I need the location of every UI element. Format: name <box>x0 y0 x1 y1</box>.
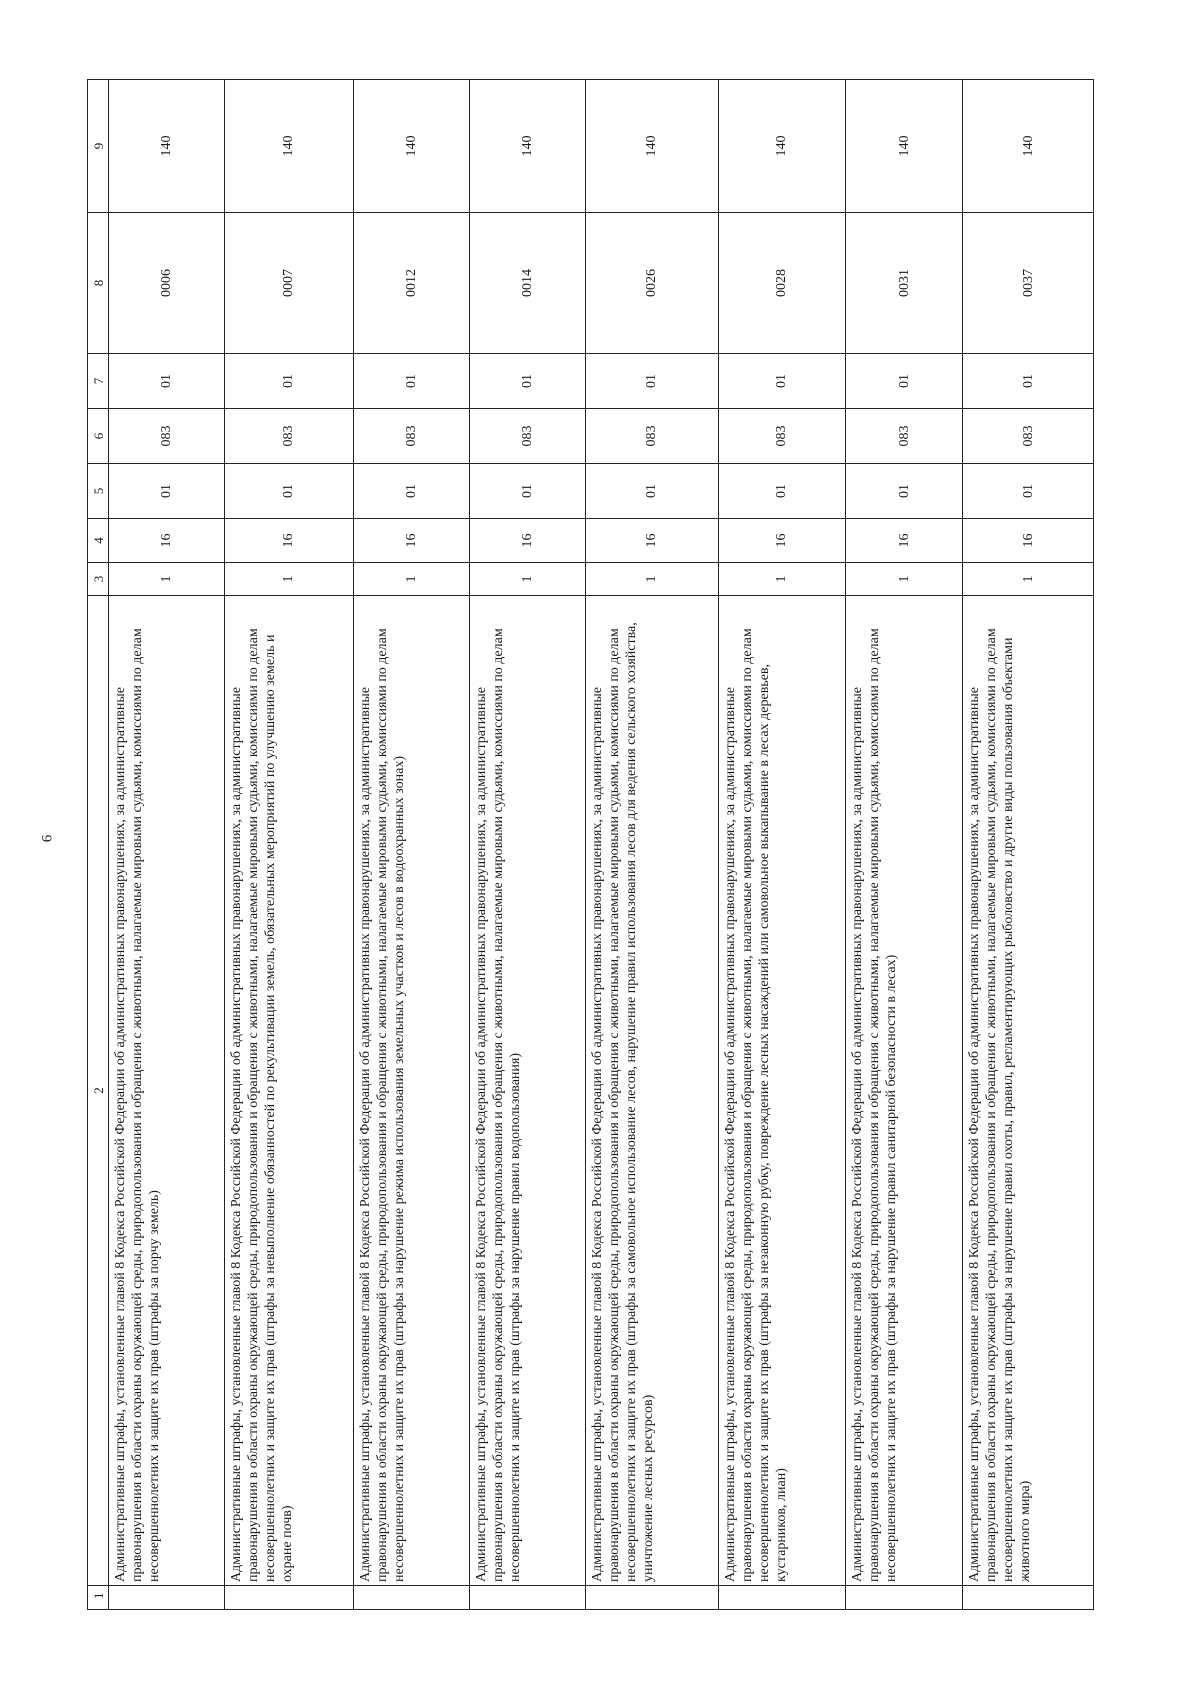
column-header-8: 8 <box>88 213 109 354</box>
cell-col8: 0037 <box>963 213 1094 354</box>
table-row <box>718 80 846 1610</box>
cell-col4: 16 <box>109 519 225 563</box>
cell-col9: 140 <box>353 80 469 213</box>
cell-col9: 140 <box>469 80 585 213</box>
cell-col3: 1 <box>225 563 354 596</box>
cell-col4: 16 <box>353 519 469 563</box>
table-row <box>963 80 1094 1610</box>
cell-description: Административные штрафы, установленные главой 8 Кодекса Российской Федерации об административных правонарушениях, за административные правонарушения в области охраны окружающей среды, природопользования и обращения с животными, налагаемые мировыми судьями, комиссиями по делам несовершеннолетних и защите их прав (штрафы за нарушение правил водопользования) <box>469 596 585 1586</box>
cell-col7: 01 <box>585 354 718 409</box>
column-header-6: 6 <box>88 409 109 464</box>
cell-col6: 083 <box>353 409 469 464</box>
cell-col9: 140 <box>846 80 963 213</box>
cell-col9: 140 <box>718 80 846 213</box>
cell-col8: 0031 <box>846 213 963 354</box>
table-wrapper <box>87 80 1094 1610</box>
cell-col7: 01 <box>469 354 585 409</box>
cell-col4: 16 <box>585 519 718 563</box>
cell-col9: 140 <box>585 80 718 213</box>
table-row <box>225 80 354 1610</box>
cell-col1 <box>109 1586 225 1610</box>
cell-col5: 01 <box>109 464 225 519</box>
cell-description: Административные штрафы, установленные главой 8 Кодекса Российской Федерации об административных правонарушениях, за административные правонарушения в области охраны окружающей среды, природопользования и обращения с животными, налагаемые мировыми судьями, комиссиями по делам несовершеннолетних и защите их прав (штрафы за нарушение правил охоты, правил, регламентирующих рыболовство и другие виды пользования объектами животного мира) <box>963 596 1094 1586</box>
cell-col6: 083 <box>718 409 846 464</box>
cell-description: Административные штрафы, установленные главой 8 Кодекса Российской Федерации об административных правонарушениях, за административные правонарушения в области охраны окружающей среды, природопользования и обращения с животными, налагаемые мировыми судьями, комиссиями по делам несовершеннолетних и защите их прав (штрафы за незаконную рубку, повреждение лесных насаждений или самовольное выкапывание в лесах деревьев, кустарников, лиан) <box>718 596 846 1586</box>
column-header-7: 7 <box>88 354 109 409</box>
cell-col7: 01 <box>963 354 1094 409</box>
table-row <box>585 80 718 1610</box>
cell-col3: 1 <box>353 563 469 596</box>
cell-description: Административные штрафы, установленные главой 8 Кодекса Российской Федерации об административных правонарушениях, за административные правонарушения в области охраны окружающей среды, природопользования и обращения с животными, налагаемые мировыми судьями, комиссиями по делам несовершеннолетних и защите их прав (штрафы за порчу земель) <box>109 596 225 1586</box>
cell-col1 <box>718 1586 846 1610</box>
cell-col3: 1 <box>109 563 225 596</box>
cell-col5: 01 <box>469 464 585 519</box>
cell-col1 <box>469 1586 585 1610</box>
table-row <box>109 80 225 1610</box>
table-row <box>469 80 585 1610</box>
cell-col6: 083 <box>963 409 1094 464</box>
table-row <box>846 80 963 1610</box>
budget-code-table <box>87 79 1094 1610</box>
cell-col1 <box>225 1586 354 1610</box>
column-header-3: 3 <box>88 563 109 596</box>
cell-description: Административные штрафы, установленные главой 8 Кодекса Российской Федерации об административных правонарушениях, за административные правонарушения в области охраны окружающей среды, природопользования и обращения с животными, налагаемые мировыми судьями, комиссиями по делам несовершеннолетних и защите их прав (штрафы за нарушение правил санитарной безопасности в лесах) <box>846 596 963 1586</box>
cell-col1 <box>846 1586 963 1610</box>
cell-col3: 1 <box>963 563 1094 596</box>
cell-col4: 16 <box>846 519 963 563</box>
column-header-4: 4 <box>88 519 109 563</box>
cell-col9: 140 <box>109 80 225 213</box>
cell-col8: 0014 <box>469 213 585 354</box>
cell-col5: 01 <box>718 464 846 519</box>
cell-col4: 16 <box>469 519 585 563</box>
column-header-5: 5 <box>88 464 109 519</box>
cell-col3: 1 <box>846 563 963 596</box>
cell-col7: 01 <box>225 354 354 409</box>
table-header <box>88 80 109 1610</box>
cell-col5: 01 <box>963 464 1094 519</box>
cell-col4: 16 <box>963 519 1094 563</box>
cell-col8: 0006 <box>109 213 225 354</box>
cell-col8: 0028 <box>718 213 846 354</box>
cell-description: Административные штрафы, установленные главой 8 Кодекса Российской Федерации об административных правонарушениях, за административные правонарушения в области охраны окружающей среды, природопользования и обращения с животными, налагаемые мировыми судьями, комиссиями по делам несовершеннолетних и защите их прав (штрафы за невыполнение обязанностей по рекультивации земель, обязательных мероприятий по улучшению земель и охране почв) <box>225 596 354 1586</box>
cell-col3: 1 <box>469 563 585 596</box>
cell-col7: 01 <box>353 354 469 409</box>
cell-col3: 1 <box>585 563 718 596</box>
cell-description: Административные штрафы, установленные главой 8 Кодекса Российской Федерации об административных правонарушениях, за административные правонарушения в области охраны окружающей среды, природопользования и обращения с животными, налагаемые мировыми судьями, комиссиями по делам несовершеннолетних и защите их прав (штрафы за нарушение режима использования земельных участков и лесов в водоохранных зонах) <box>353 596 469 1586</box>
cell-col7: 01 <box>846 354 963 409</box>
cell-col5: 01 <box>225 464 354 519</box>
cell-col8: 0012 <box>353 213 469 354</box>
cell-col4: 16 <box>718 519 846 563</box>
cell-col6: 083 <box>225 409 354 464</box>
column-header-1: 1 <box>88 1586 109 1610</box>
cell-col1 <box>353 1586 469 1610</box>
cell-col5: 01 <box>353 464 469 519</box>
cell-description: Административные штрафы, установленные главой 8 Кодекса Российской Федерации об административных правонарушениях, за административные правонарушения в области охраны окружающей среды, природопользования и обращения с животными, налагаемые мировыми судьями, комиссиями по делам несовершеннолетних и защите их прав (штрафы за самовольное использование лесов, нарушение правил использования лесов для ведения сельского хозяйства, уничтожение лесных ресурсов) <box>585 596 718 1586</box>
column-header-9: 9 <box>88 80 109 213</box>
cell-col6: 083 <box>585 409 718 464</box>
table-row <box>353 80 469 1610</box>
cell-col5: 01 <box>846 464 963 519</box>
cell-col6: 083 <box>469 409 585 464</box>
cell-col1 <box>585 1586 718 1610</box>
cell-col6: 083 <box>109 409 225 464</box>
cell-col8: 0026 <box>585 213 718 354</box>
column-header-2: 2 <box>88 596 109 1586</box>
cell-col3: 1 <box>718 563 846 596</box>
cell-col5: 01 <box>585 464 718 519</box>
cell-col7: 01 <box>718 354 846 409</box>
cell-col9: 140 <box>963 80 1094 213</box>
cell-col4: 16 <box>225 519 354 563</box>
cell-col7: 01 <box>109 354 225 409</box>
cell-col8: 0007 <box>225 213 354 354</box>
cell-col1 <box>963 1586 1094 1610</box>
cell-col6: 083 <box>846 409 963 464</box>
page-number: 6 <box>39 834 56 843</box>
table-body <box>109 80 1094 1610</box>
cell-col9: 140 <box>225 80 354 213</box>
